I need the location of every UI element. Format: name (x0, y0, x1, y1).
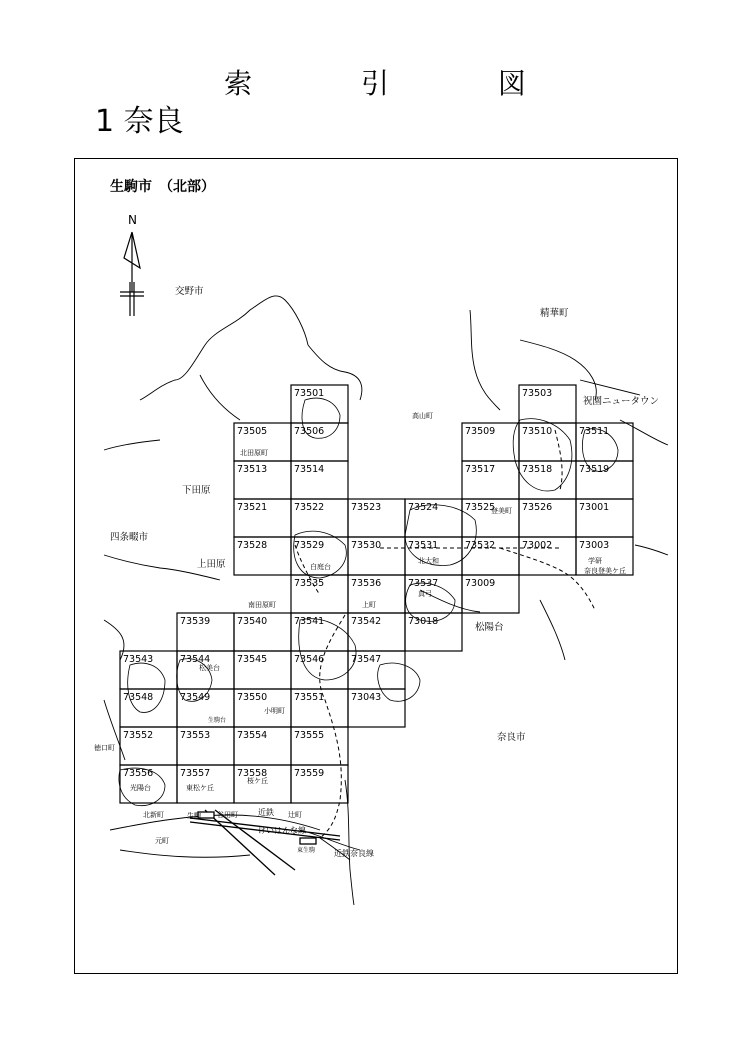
grid-cell-code: 73518 (522, 464, 553, 475)
grid-cell-code: 73002 (522, 540, 553, 551)
place-label: 精華町 (540, 308, 569, 319)
place-label: 光陽台 (130, 784, 151, 792)
grid-cell-code: 73546 (294, 654, 325, 665)
grid-cell-code: 73550 (237, 692, 268, 703)
grid-cell-73548[interactable] (120, 689, 177, 727)
place-label: 近鉄 (258, 808, 274, 817)
grid-cell-code: 73540 (237, 616, 268, 627)
place-label: 奈良登美ケ丘 (584, 567, 626, 575)
grid-cell-73523[interactable] (348, 499, 405, 537)
grid-cell-73530[interactable] (348, 537, 405, 575)
grid-cell-code: 73536 (351, 578, 382, 589)
grid-cell-73554[interactable] (234, 727, 291, 765)
grid-cell-code: 73544 (180, 654, 211, 665)
place-label: 祝園ニュータウン (583, 396, 660, 407)
place-label: 松陽台 (475, 622, 504, 633)
grid-cell-73513[interactable] (234, 461, 291, 499)
grid-cell-73001[interactable] (576, 499, 633, 537)
place-label: 南田原町 (248, 601, 276, 609)
grid-cell-73510[interactable] (519, 423, 576, 461)
grid-cell-code: 73558 (237, 768, 268, 779)
north-label: N (128, 213, 137, 227)
grid-cell-73525[interactable] (462, 499, 519, 537)
place-label: 近鉄奈良線 (334, 849, 374, 858)
grid-cell-73518[interactable] (519, 461, 576, 499)
grid-cell-code: 73510 (522, 426, 553, 437)
place-label: けいはんな線 (258, 826, 306, 835)
grid-cell-code: 73559 (294, 768, 325, 779)
place-label: 徳口町 (94, 744, 115, 752)
place-label: 交野市 (175, 286, 204, 297)
grid-cell-code: 73522 (294, 502, 325, 513)
place-label: 上田原 (197, 559, 226, 570)
grid-cell-code: 73501 (294, 388, 325, 399)
grid-cell-code: 73514 (294, 464, 325, 475)
place-label: 北田原町 (240, 449, 268, 457)
grid-cell-code: 73537 (408, 578, 439, 589)
grid-cell-code: 73503 (522, 388, 553, 399)
grid-cell-code: 73509 (465, 426, 496, 437)
place-label: 東松ケ丘 (186, 784, 214, 792)
grid-cell-code: 73531 (408, 540, 439, 551)
grid-cell-code: 73549 (180, 692, 211, 703)
grid-cell-73503[interactable] (519, 385, 576, 423)
grid-cell-73043[interactable] (348, 689, 405, 727)
grid-cell-73539[interactable] (177, 613, 234, 651)
grid-cell-code: 73003 (579, 540, 610, 551)
heading-char: 図 (497, 67, 526, 100)
grid-cell-73540[interactable] (234, 613, 291, 651)
grid-layer (120, 385, 633, 803)
place-label: 上町 (362, 601, 376, 609)
grid-cell-73553[interactable] (177, 727, 234, 765)
grid-cell-73551[interactable] (291, 689, 348, 727)
place-label: 北新町 (143, 811, 164, 819)
place-label: 高山町 (412, 412, 433, 420)
grid-cell-73536[interactable] (348, 575, 405, 613)
grid-cell-code: 73555 (294, 730, 325, 741)
place-label: 松美台 (199, 664, 220, 672)
grid-cell-code: 73001 (579, 502, 610, 513)
grid-cell-code: 73018 (408, 616, 439, 627)
grid-cell-code: 73545 (237, 654, 268, 665)
grid-cell-73546[interactable] (291, 651, 348, 689)
railway-lines (190, 810, 340, 875)
grid-cell-73514[interactable] (291, 461, 348, 499)
place-label: 下田原 (182, 485, 211, 496)
place-label: 生駒 (187, 812, 201, 820)
grid-cell-73517[interactable] (462, 461, 519, 499)
grid-cell-73519[interactable] (576, 461, 633, 499)
place-label: 学研 (588, 557, 602, 565)
grid-cell-73531[interactable] (405, 537, 462, 575)
grid-cell-code: 73517 (465, 464, 496, 475)
grid-cell-code: 73543 (123, 654, 154, 665)
place-label: 東生駒 (297, 847, 316, 854)
grid-cell-code: 73535 (294, 578, 325, 589)
grid-cell-73521[interactable] (234, 499, 291, 537)
north-arrow-icon (120, 213, 144, 316)
grid-cell-code: 73552 (123, 730, 154, 741)
grid-cell-73532[interactable] (462, 537, 519, 575)
grid-cell-73545[interactable] (234, 651, 291, 689)
grid-cell-code: 73557 (180, 768, 211, 779)
grid-cell-73509[interactable] (462, 423, 519, 461)
grid-cell-code: 73530 (351, 540, 382, 551)
heading-char: 引 (360, 67, 389, 100)
place-label: 奈良市 (497, 732, 526, 743)
section-title: 1 奈良 (95, 104, 184, 139)
grid-cell-code: 73009 (465, 578, 496, 589)
grid-cell-code: 73511 (579, 426, 610, 437)
grid-cell-code: 73506 (294, 426, 325, 437)
grid-cell-73009[interactable] (462, 575, 519, 613)
place-label: 辻町 (288, 811, 302, 819)
map-title: 生駒市 （北部） (110, 179, 215, 195)
grid-cell-code: 73524 (408, 502, 439, 513)
grid-cell-73559[interactable] (291, 765, 348, 803)
grid-cell-code: 73541 (294, 616, 325, 627)
grid-cell-73511[interactable] (576, 423, 633, 461)
heading-char: 索 (224, 67, 253, 100)
grid-cell-73526[interactable] (519, 499, 576, 537)
grid-cell-73002[interactable] (519, 537, 576, 575)
place-label: 元町 (155, 837, 169, 845)
grid-cell-code: 73553 (180, 730, 211, 741)
place-labels (94, 285, 659, 858)
grid-cell-73501[interactable] (291, 385, 348, 423)
place-label: 生駒台 (208, 717, 227, 724)
grid-cell-code: 73528 (237, 540, 268, 551)
grid-cell-73506[interactable] (291, 423, 348, 461)
grid-cell-73535[interactable] (291, 575, 348, 613)
grid-cell-73524[interactable] (405, 499, 462, 537)
place-label: 北大和 (418, 557, 439, 565)
grid-cell-code: 73548 (123, 692, 154, 703)
grid-cell-code: 73505 (237, 426, 268, 437)
place-label: 真弓 (418, 590, 432, 598)
place-label: 谷田町 (217, 811, 238, 819)
place-label: 四条畷市 (110, 532, 149, 543)
grid-cell-code: 73529 (294, 540, 325, 551)
grid-cell-code: 73532 (465, 540, 496, 551)
place-label: 登美町 (491, 507, 512, 515)
grid-cell-code: 73539 (180, 616, 211, 627)
grid-cell-code: 73513 (237, 464, 268, 475)
grid-cell-73547[interactable] (348, 651, 405, 689)
place-label: 桜ケ丘 (247, 777, 268, 785)
grid-cell-code: 73551 (294, 692, 325, 703)
place-label: 白庭台 (310, 563, 331, 571)
grid-cell-code: 73523 (351, 502, 382, 513)
grid-cell-code: 73554 (237, 730, 268, 741)
grid-cell-code: 73521 (237, 502, 268, 513)
grid-cell-73541[interactable] (291, 613, 348, 651)
grid-cell-code: 73556 (123, 768, 154, 779)
grid-cell-code: 73043 (351, 692, 382, 703)
grid-cell-73555[interactable] (291, 727, 348, 765)
grid-cell-73542[interactable] (348, 613, 405, 651)
grid-cell-code: 73519 (579, 464, 610, 475)
grid-cell-73552[interactable] (120, 727, 177, 765)
grid-cell-code: 73525 (465, 502, 496, 513)
place-label: 小明町 (264, 707, 285, 715)
grid-cell-code: 73526 (522, 502, 553, 513)
grid-cell-73528[interactable] (234, 537, 291, 575)
grid-cell-73018[interactable] (405, 613, 462, 651)
grid-cell-code: 73542 (351, 616, 382, 627)
grid-cell-code: 73547 (351, 654, 382, 665)
